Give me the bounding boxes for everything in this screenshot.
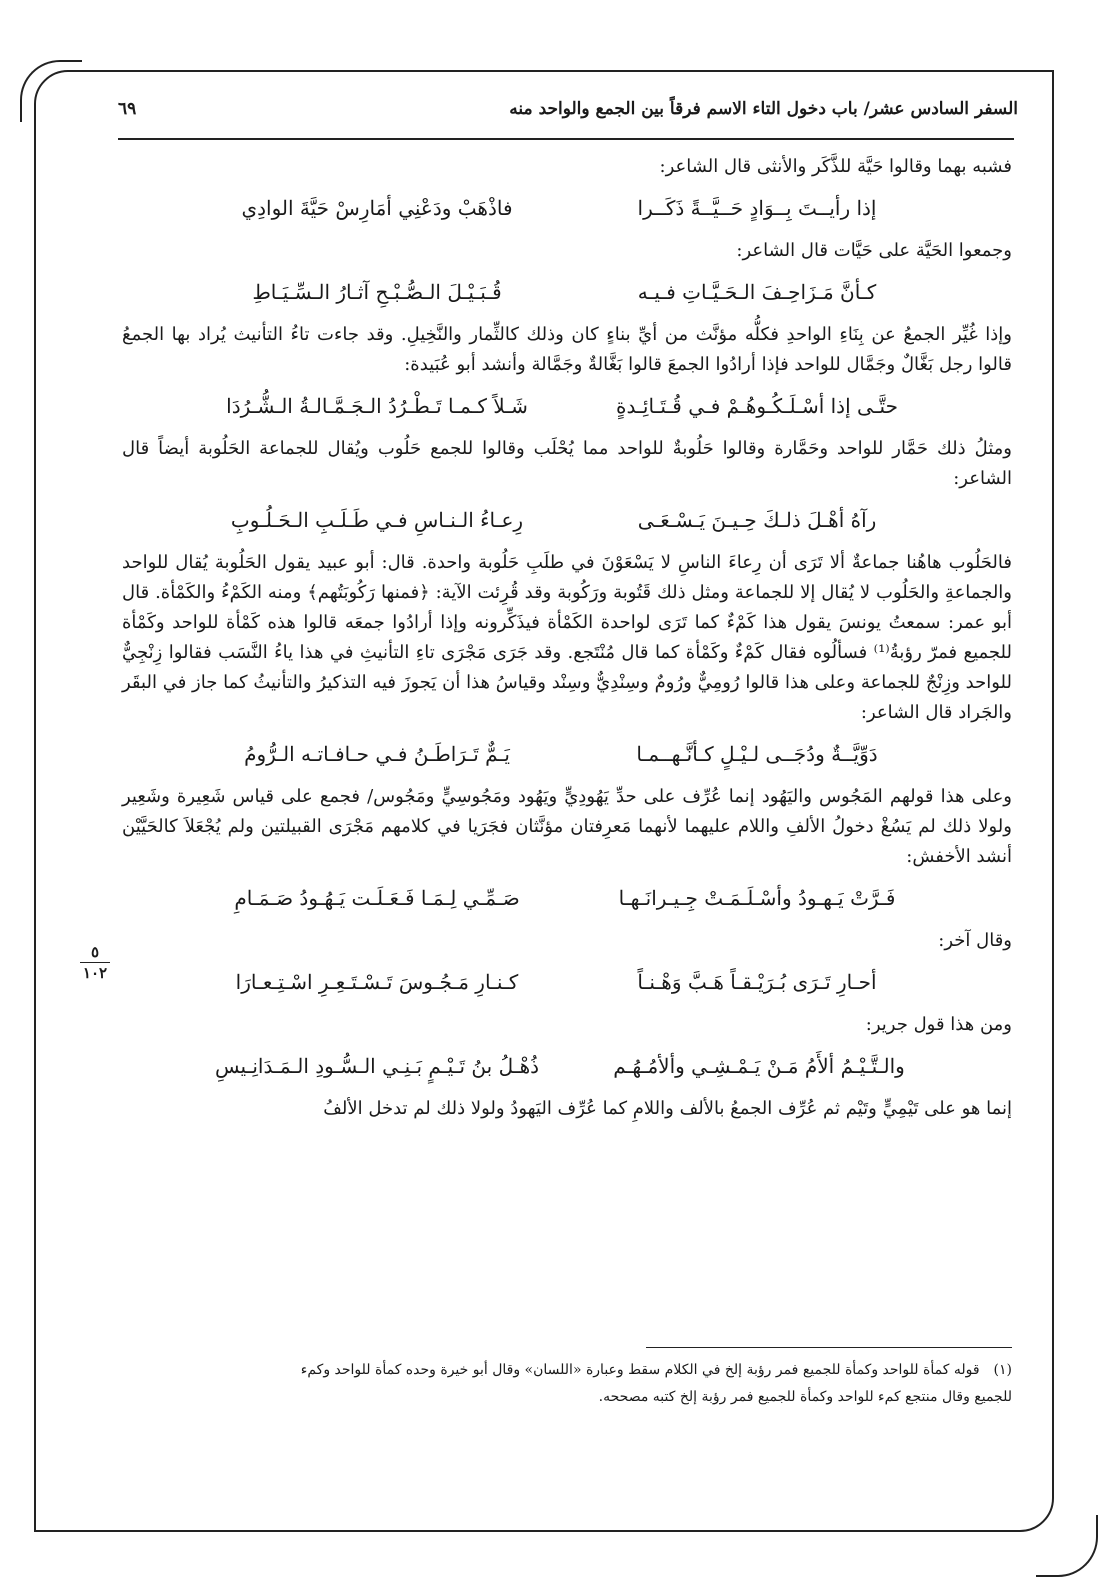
verse-2-first-hemistich: كـأنَّ مَـزَاحِـفَ الـحَـيَّـاتِ فـيـه — [637, 280, 877, 304]
paragraph-7: وقال آخر: — [938, 930, 1012, 951]
verse-5-second-hemistich: يَـمٌّ تَـرَاطَـنُ فـي حـافـاتـه الـرُّومُ — [244, 742, 510, 766]
verse-7 — [122, 966, 1012, 998]
verse-3-first-hemistich: حتَّـى إذا أسْـلَـكُـوهُـمْ فـي قُـتَـائِـدةٍ — [616, 394, 898, 418]
verse-6-first-hemistich: فَـرَّتْ يَـهـودُ وأسْـلَـمَـتْ جِـيـرانَـهـا — [618, 886, 896, 910]
paragraph-8: ومن هذا قول جرير: — [865, 1014, 1012, 1035]
page-number: ٦٩ — [118, 99, 137, 119]
verse-4-second-hemistich: رِعـاءُ الـنـاسِ فـي طَـلَـبِ الـحَـلُـوبِ — [230, 508, 524, 532]
header-rule — [118, 138, 1014, 140]
verse-8-second-hemistich: ذُهْـلُ بنُ تَـيْـمٍ بَـنِـي الـسُّـودِ الـمَـدَانِـيسِ — [214, 1054, 540, 1078]
paragraph-2: وجمعوا الحَيَّة على حَيَّات قال الشاعر: — [736, 240, 1012, 261]
paragraph-5: فالحَلُوب هاهُنا جماعةٌ ألا تَرَى أن رِعاءَ الناسِ لا يَسْعَوْنَ في طلَبِ حَلُوبة واحدة. قال: أبو عبيد يقول الحَلُوبة يُقال للواحد والجماعةِ والحَلُوب لا يُقال إلا للجماعة ومثل ذلك قَتُوبة ورَكُوبة وقد قُرِئت الآية: ﴿فمنها رَكُوبَتُهم﴾ ومنه الكَمْءُ والكَمْأة. قال أبو عمر: سمعتُ يونسَ يقول هذا كَمْءٌ كما تَرَى لواحدة الكَمْأة فيذَكِّرونه وإذا أرادُوا جمعَه قالوا هذه كَمْأة للواحد وكَمْأة للجميع فمرّ رؤبةُ⁽¹⁾ فسألُوه فقال كَمْءٌ وكَمْأة كما قال مُنْتَجع. وقد جَرَى مَجْرَى تاءِ التأنيثِ في هذا ياءُ النَّسَب فقالوا زِنْجِيٌّ للواحد وزِنْجٌ للجماعة وعلى هذا قالوا رُومِيٌّ ورُومٌ وسِنْدِيٌّ وسِنْد وقياسُ هذا أن يَجوزَ فيه التذكيرُ والتأنيثُ كما جاز في البقَر والجَراد قال الشاعر: — [122, 552, 1012, 723]
verse-7-first-hemistich: أحـارِ تَـرَى بُـرَيْـقـاً هَـبَّ وَهْـنـاً — [637, 970, 877, 994]
verse-3-second-hemistich: شَـلاً كـمـا تَـطْـرُدُ الـجَـمَّـالـةُ الـشُّـرُدَا — [226, 394, 528, 418]
verse-2-second-hemistich: قُـبَـيْـلَ الـصُّـبْـحِ آثـارُ الـسِّـيَـاطِ — [252, 280, 502, 304]
verse-6 — [122, 882, 1012, 914]
footnote-1 — [130, 1357, 1012, 1384]
margin-folio-note — [74, 944, 116, 981]
verse-3 — [122, 390, 1012, 422]
footnote-number: (١) — [993, 1362, 1012, 1378]
verse-6-second-hemistich: صَـمِّـي لِـمَـا فَـعَـلَـت يَـهُـودُ صَـمَـامِ — [234, 886, 520, 910]
running-title: السفر السادس عشر/ باب دخول التاء الاسم فرقاً بين الجمع والواحد منه — [509, 99, 1018, 119]
verse-7-second-hemistich: كـنـارِ مَـجُـوسَ تَـسْـتَـعِـرِ اسْـتِـعـارَا — [235, 970, 519, 994]
page-frame-corner-bottom-right — [1036, 1515, 1098, 1577]
verse-1-second-hemistich: فاذْهَبْ ودَعْنِي أمَارِسْ حَيَّةَ الوادِي — [241, 196, 513, 220]
margin-note-bottom: ١٠٢ — [82, 964, 108, 982]
main-text — [122, 152, 1012, 1124]
paragraph-6: وعلى هذا قولهم المَجُوس واليَهُود إنما عُرِّف على حدِّ يَهُودِيٍّ ويَهُود ومَجُوسِيٍّ ومَجُوس/ فجمع على قياس شَعِيرة وشَعِير ولولا ذلك لم يَسُغْ دخولُ الألفِ واللام عليهما لأنهما مَعرِفتان مؤنَّثان فجَرَيا في كلامهم مَجْرَى القبيلتين ولم يُجْعَلاَ كالحَيَّيْن أنشد الأخفش: — [122, 786, 1012, 867]
verse-1 — [122, 192, 1012, 224]
paragraph-3: وإذا غُيِّر الجمعُ عن بِنَاءِ الواحدِ فكلُّه مؤنَّث من أيِّ بناءٍ كان وذلك كالثِّمار والنَّخِيلِ. وقد جاءت تاءُ التأنيث يُراد بها الجمعُ قالوا رجل بَغَّالٌ وجَمَّال للواحد فإذا أرادُوا الجمعَ قالوا بَغَّالةٌ وجَمَّالة وأنشد أبو عُبَيدة: — [122, 324, 1012, 375]
footnote-line-2: للجميع وقال منتجع كمء للواحد وكمأة للجميع فمر رؤبة إلخ كتبه مصححه. — [598, 1389, 1012, 1405]
verse-8 — [122, 1050, 1012, 1082]
paragraph-4: ومثلُ ذلك حَمَّار للواحد وحَمَّارة وقالوا حَلُوبةٌ للواحد مما يُحْلَب وقالوا للجمع حَلُوب ويُقال للجماعة الحَلُوبة أيضاً قال الشاعر: — [122, 438, 1012, 489]
verse-5-first-hemistich: دَوِّيَّــةٌ ودُجَــى لـيْـلٍ كـأنَّـهــمـا — [636, 742, 878, 766]
margin-note-top: ٥ — [90, 943, 100, 961]
page-header — [118, 92, 1018, 126]
verse-4 — [122, 504, 1012, 536]
paragraph-9: إنما هو على تَيْمِيٍّ وتَيْم ثم عُرِّف الجمعُ بالألف واللامِ كما عُرِّف اليَهودُ ولولا ذلك لم تدخل الألفُ — [323, 1098, 1012, 1119]
margin-note-divider — [80, 962, 110, 963]
footnote-rule — [646, 1347, 1012, 1348]
footnotes — [130, 1357, 1012, 1411]
verse-8-first-hemistich: والـتَّـيْـمُ ألأَمُ مَـنْ يَـمْـشِـي وألأمُـهُـم — [613, 1054, 905, 1078]
verse-4-first-hemistich: رآهُ أهْـلَ ذلـكَ حِـيـنَ يَـسْـعَـى — [637, 508, 877, 532]
verse-5 — [122, 738, 1012, 770]
paragraph-1: فشبه بهما وقالوا حَيَّة للذَّكَر والأنثى قال الشاعر: — [659, 156, 1012, 177]
verse-2 — [122, 276, 1012, 308]
verse-1-first-hemistich: إذا رأيــتَ بِــوَادٍ حَــيَّــةً ذَكَــرا — [637, 196, 877, 220]
footnote-line-1: قوله كمأة للواحد وكمأة للجميع فمر رؤبة إلخ في الكلام سقط وعبارة «اللسان» وقال أبو خيرة وحده كمأة للواحد وكمء — [300, 1362, 980, 1378]
